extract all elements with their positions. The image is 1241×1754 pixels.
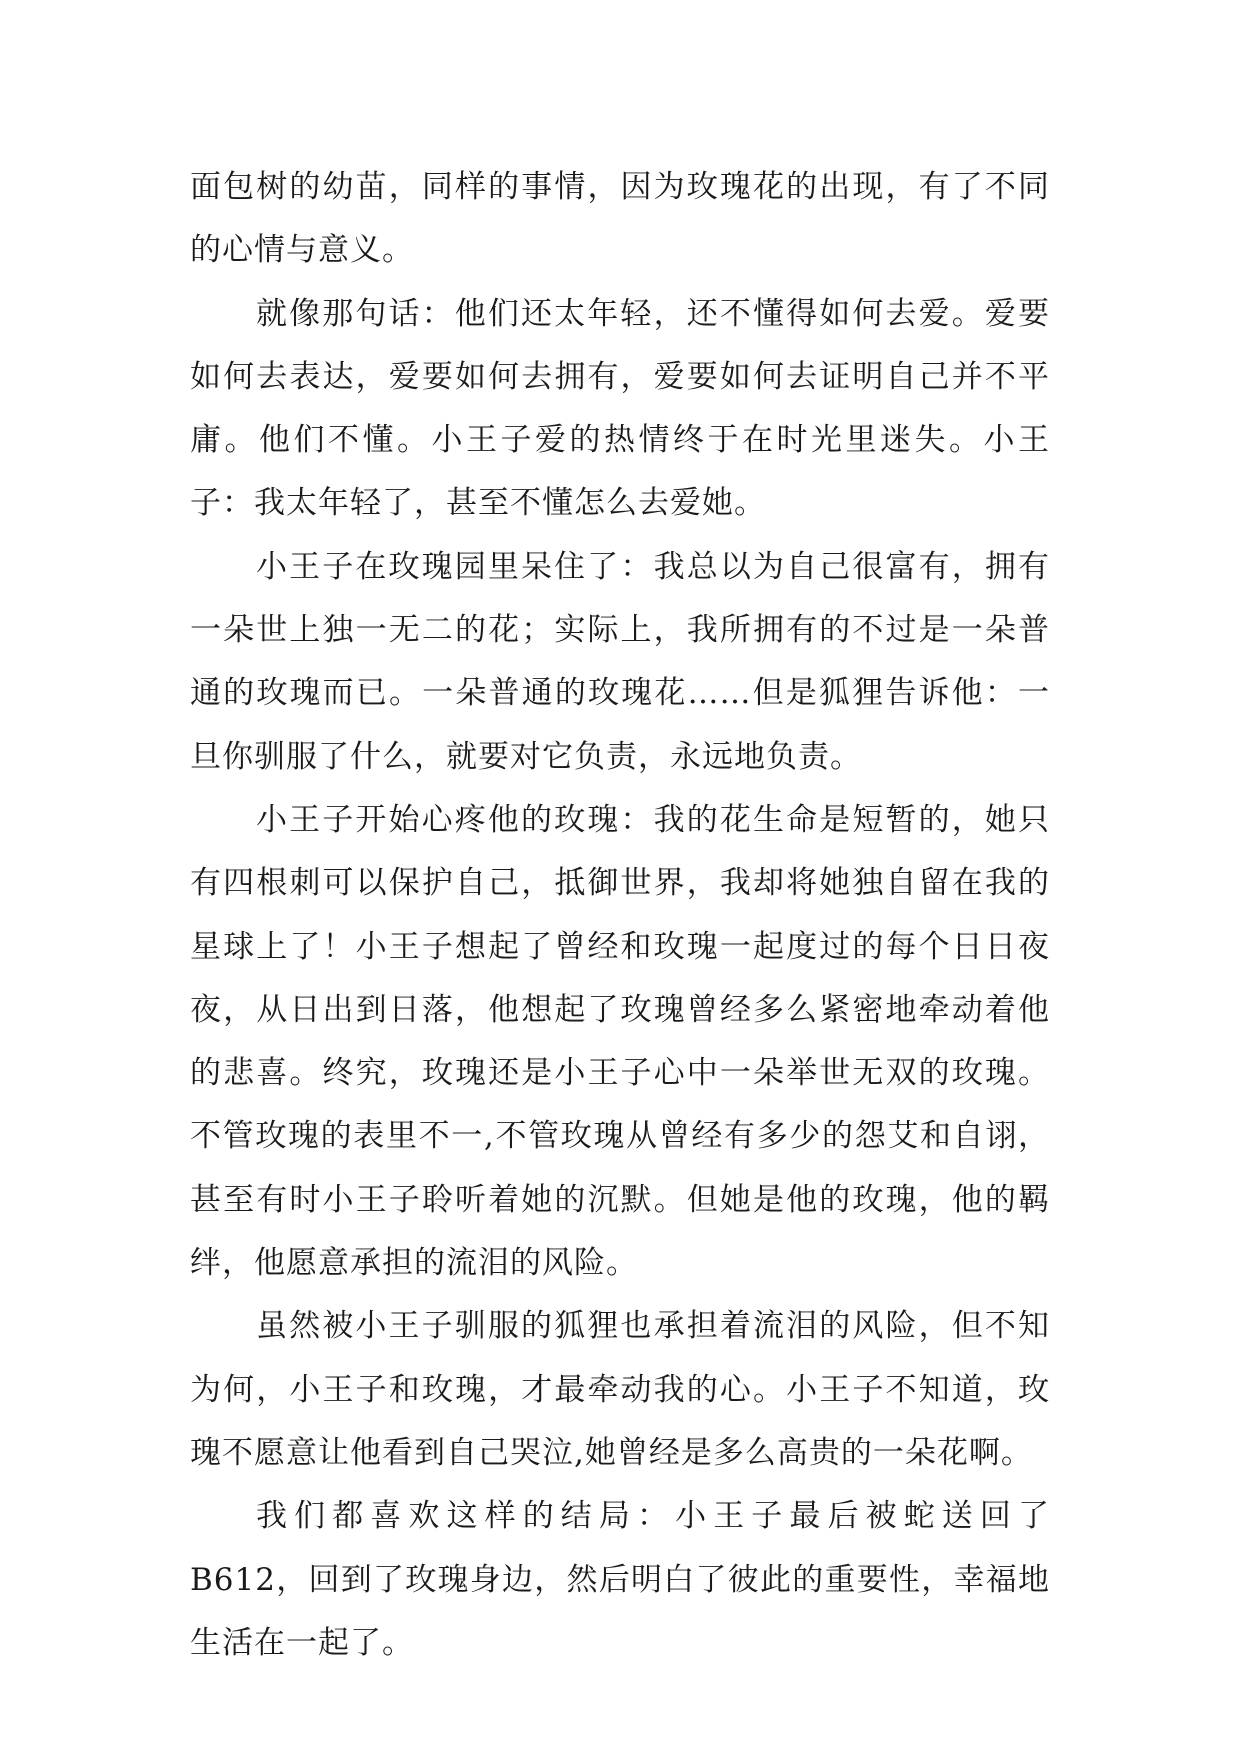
paragraph-5: 虽然被小王子驯服的狐狸也承担着流泪的风险，但不知为何，小王子和玫瑰，才最牵动我的心。小王子不知道，玫瑰不愿意让他看到自己哭泣,她曾经是多么高贵的一朵花啊。 <box>190 1308 1050 1471</box>
paragraph-1: 面包树的幼苗，同样的事情，因为玫瑰花的出现，有了不同的心情与意义。 <box>190 169 1050 269</box>
paragraph-6: 我们都喜欢这样的结局：小王子最后被蛇送回了 B612，回到了玫瑰身边，然后明白了彼此的重要性，幸福地生活在一起了。 <box>190 1498 1050 1661</box>
paragraph-4: 小王子开始心疼他的玫瑰：我的花生命是短暂的，她只有四根刺可以保护自己，抵御世界，我却将她独自留在我的星球上了！小王子想起了曾经和玫瑰一起度过的每个日日夜夜，从日出到日落，他想起了玫瑰曾经多么紧密地牵动着他的悲喜。终究，玫瑰还是小王子心中一朵举世无双的玫瑰。不管玫瑰的表里不一,不管玫瑰从曾经有多少的怨艾和自诩，甚至有时小王子聆听着她的沉默。但她是他的玫瑰，他的羁绊，他愿意承担的流泪的风险。 <box>190 801 1050 1282</box>
document-body <box>190 156 1050 1675</box>
paragraph-2: 就像那句话：他们还太年轻，还不懂得如何去爱。爱要如何去表达，爱要如何去拥有，爱要如何去证明自己并不平庸。他们不懂。小王子爱的热情终于在时光里迷失。小王子：我太年轻了，甚至不懂怎么去爱她。 <box>190 295 1050 522</box>
paragraph-3: 小王子在玫瑰园里呆住了：我总以为自己很富有，拥有一朵世上独一无二的花；实际上，我所拥有的不过是一朵普通的玫瑰而已。一朵普通的玫瑰花……但是狐狸告诉他：一旦你驯服了什么，就要对它负责，永远地负责。 <box>190 548 1050 775</box>
